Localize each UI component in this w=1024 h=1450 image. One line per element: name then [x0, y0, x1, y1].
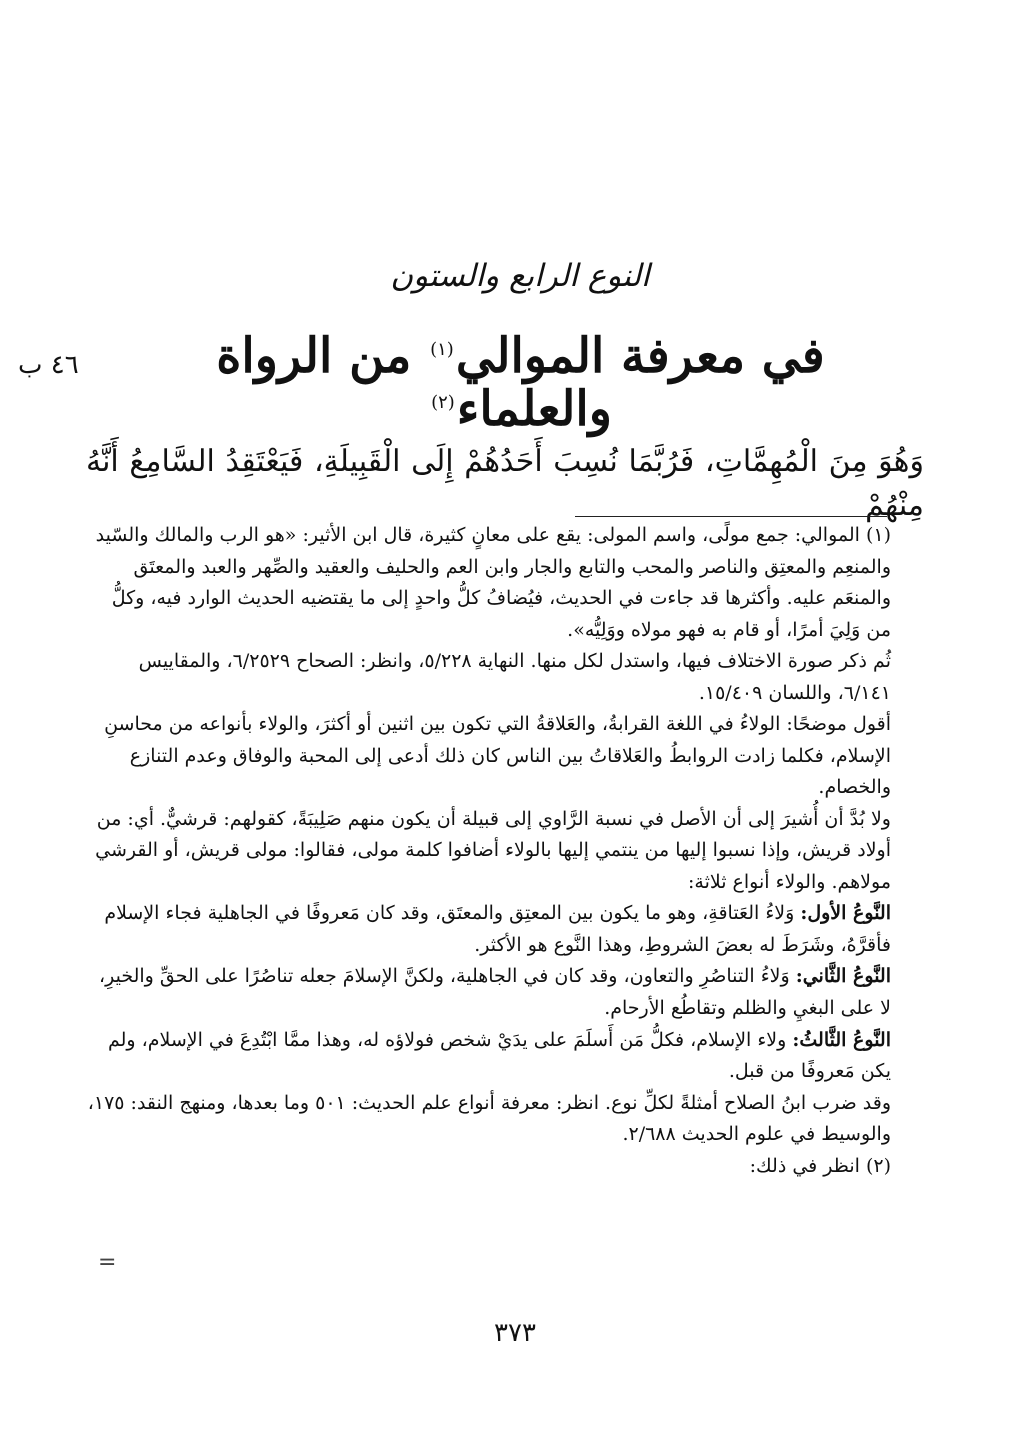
footnote-1: [86, 520, 891, 1151]
footnote-1-paragraph-8: وقد ضرب ابنُ الصلاح أمثلةً لكلِّ نوع. انظر: معرفة أنواع علم الحديث: ٥٠١ وما بعدها، ومنهج النقد: ١٧٥، والوسيط في علوم الحديث ٢/٦٨٨.: [87, 1091, 891, 1146]
title-footnote-marker-2: (٢): [431, 391, 455, 413]
footnote-1-paragraph-5: [86, 898, 891, 961]
footnote-separator: [575, 516, 887, 517]
footnote-1-paragraph-6: [86, 961, 891, 1024]
footnote-1-type-1-label: النَّوعُ الأول:: [800, 902, 891, 925]
intro-text: وَهُوَ مِنَ الْمُهِمَّاتِ، فَرُبَّمَا نُسِبَ أَحَدُهُمْ إِلَى الْقَبِيلَةِ، فَيَعْتَقِدُ السَّامِعُ أَنَّهُ مِنْهُمْ: [86, 444, 924, 523]
chapter-title: [118, 330, 923, 436]
footnote-1-paragraph-2: ثُم ذكر صورة الاختلاف فيها، واستدل لكل منها. النهاية ٥/٢٢٨، وانظر: الصحاح ٦/٢٥٢٩، والمقاييس ٦/١٤١، واللسان ١٥/٤٠٩.: [138, 650, 891, 704]
title-footnote-marker-1: (١): [430, 339, 454, 360]
chapter-kicker: النوع الرابع والستون: [390, 258, 650, 294]
manuscript-folio-note: ٤٦ ب: [18, 350, 79, 380]
footnote-1-paragraph-7: [86, 1025, 891, 1088]
footnotes: [86, 520, 891, 1182]
footnote-1-type-2-label: النَّوعُ الثَّاني:: [795, 965, 891, 988]
footnote-2-paragraph: [86, 1151, 891, 1183]
footnote-1-type-3-label: النَّوعُ الثَّالثُ:: [792, 1028, 891, 1051]
footnote-1-type-3-text: ولاء الإسلام، فكلُّ مَن أَسلَمَ على يدَيْ شخص فولاؤه له، وهذا ممَّا ابْتُدِعَ في الإسلام، ولم يكن مَعروفًا من قبل.: [107, 1028, 891, 1083]
page-number: ٣٧٣: [494, 1318, 536, 1348]
footnote-1-text-1: الموالي: جمع مولًى، واسم المولى: يقع على معانٍ كثيرة، قال ابن الأثير: «هو الرب والمالك والسّيد والمنعِم والمعتِق والناصر والمحب والتابع والجار وابن العم والحليف والعقيد والصِّهر والعبد والمعتَق والمنعَم عليه. وأكثرها قد جاءت في الحديث، فيُضافُ كلُّ واحدٍ إلى ما يقتضيه الحديث الوارد فيه، وكلُّ من وَلِيَ أمرًا، أو قام به فهو مولاه ووَلِيُّه».: [95, 524, 891, 641]
chapter-title-part-1: في معرفة الموالي: [455, 328, 825, 384]
chapter-title-part-2: من الرواة والعلماء: [216, 328, 612, 437]
footnote-1-paragraph-1: [86, 520, 891, 646]
footnote-2-text: انظر في ذلك:: [749, 1154, 860, 1177]
footnote-1-paragraph-3: أقول موضحًا: الولاءُ في اللغة القرابةُ، والعَلاقةُ التي تكون بين اثنين أو أكثرَ، والولاء بأنواعه من محاسنِ الإسلام، فكلما زادت الروابطُ والعَلاقاتُ بين الناس كان ذلك أدعى إلى المحبة والوفاق وعدم التنازع والخصام.: [104, 713, 891, 799]
footnote-1-number: (١): [865, 524, 891, 546]
footnote-2: [86, 1151, 891, 1183]
footnote-1-type-2-text: وَلاءُ التناصُرِ والتعاون، وقد كان في الجاهلية، ولكنَّ الإسلامَ جعله تناصُرًا على الحقِّ والخيرِ، لا على البغيِ والظلم وتقاطُع الأرحام.: [98, 965, 891, 1019]
footnote-1-paragraph-4: ولا بُدَّ أن أُشيرَ إلى أن الأصل في نسبة الرَّاوي إلى قبيلة أن يكون منهم صَلِيبَةً، كقولهم: قرشيٌّ. أي: من أولاد قريش، وإذا نسبوا إليها من ينتمي إليها بالولاء أضافوا كلمة مولى، فقالوا: مولى قريش، أو القرشي مولاهم. والولاء أنواع ثلاثة:: [95, 807, 891, 893]
footnote-1-type-1-text: وَلاءُ العَتاقةِ، وهو ما يكون بين المعتِق والمعتَق، وقد كان مَعروفًا في الجاهلية فجاء الإسلام فأقرَّهُ، وشَرَطَ له بعضَ الشروطِ، وهذا النَّوع هو الأكثر.: [104, 902, 891, 956]
footnote-2-number: (٢): [865, 1154, 891, 1177]
continuation-mark: =: [98, 1250, 117, 1275]
